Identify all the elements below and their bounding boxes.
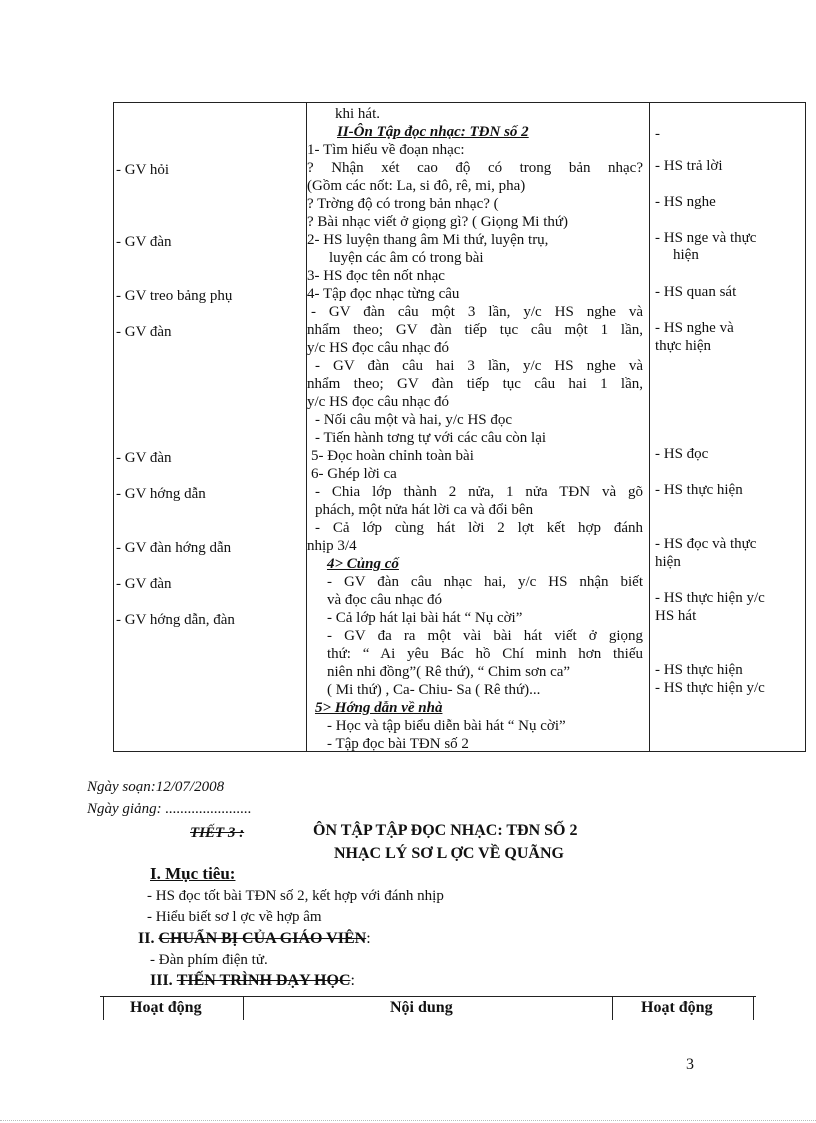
right-item: - HS thực hiện [655,662,743,678]
page-number: 3 [686,1056,694,1073]
content-line: ? Bài nhạc viết ở giọng gì? ( Giọng Mi thứ) [307,214,569,230]
left-item: - GV hỏi [116,162,170,178]
table-border [243,996,244,1020]
content-line: ( Mi thứ) , Ca- Chiu- Sa ( Rê thứ)... [327,682,541,698]
left-item: - GV đàn hớng dẫn [116,540,232,556]
page-edge [0,1120,816,1121]
content-line: 3- HS đọc tên nốt nhạc [307,268,445,284]
procedure-heading [150,972,355,990]
right-item: HS hát [655,608,697,624]
content-line: 2- HS luyện thang âm Mi thứ, luyện trụ, [307,232,549,248]
content-line: ? Nhận xét cao độ có trong bản nhạc? [307,160,643,176]
content-line: - GV đàn câu nhạc hai, y/c HS nhận biết [327,574,643,590]
section-number: III. [150,972,173,989]
left-item: - GV đàn [116,450,172,466]
left-item: - GV đàn [116,576,172,592]
content-line: - Học và tập biểu diễn bài hát “ Nụ cời” [327,718,566,734]
left-item: - GV đàn [116,234,172,250]
right-item: hiện [673,247,699,263]
objectives-heading: I. Mục tiêu: [150,864,236,883]
header-content: Nội dung [390,999,453,1016]
content-line: phách, một nửa hát lời ca và đổi bên [315,502,534,518]
right-item: - HS quan sát [655,284,737,300]
content-line: khi hát. [335,106,380,122]
content-line: 6- Ghép lời ca [311,466,397,482]
right-item: hiện [655,554,681,570]
content-line: - Cả lớp cùng hát lời 2 lợt kết hợp đánh [315,520,643,536]
right-item: - HS thực hiện y/c [655,680,765,696]
content-column [307,103,647,751]
content-line: - Tập đọc bài TĐN số 2 [327,736,469,752]
section-title: CHUẨN BỊ CỦA GIÁO VIÊN [158,930,367,947]
objective-item: - Hiểu biết sơ l ợc về hợp âm [147,909,322,925]
content-line: - GV đa ra một vài bài hát viết ở giọng [327,628,643,644]
content-line: 5- Đọc hoàn chỉnh toàn bài [311,448,474,464]
header-student-activity: Hoạt động [641,999,713,1016]
content-line: thứ: “ Ai yêu Bác hồ Chí minh hơn thiếu [327,646,643,662]
section-heading: 5> Hớng dẫn về nhà [315,700,443,716]
preparation-heading [138,930,371,948]
content-line: - Cả lớp hát lại bài hát “ Nụ cời” [327,610,523,626]
left-item: - GV treo bảng phụ [116,288,233,304]
left-item: - GV hớng dẫn, đàn [116,612,235,628]
content-line: - GV đàn câu hai 3 lần, y/c HS nghe và [315,358,643,374]
right-item: - HS nghe và [655,320,734,336]
section-colon: : [366,930,371,947]
content-line: - Nối câu một và hai, y/c HS đọc [315,412,513,428]
content-line: nhẩm theo; GV đàn tiếp tục câu hai 1 lần, [307,376,643,392]
content-line: ? Trờng độ có trong bản nhạc? ( [307,196,499,212]
content-line: (Gồm các nốt: La, si đô, rê, mi, pha) [307,178,526,194]
date-teaching: Ngày giảng: ....................... [87,801,252,817]
table-border [753,996,754,1020]
section-heading: 4> Củng cố [327,556,399,572]
content-line: nhẩm theo; GV đàn tiếp tục câu một 1 lần, [307,322,643,338]
section-number: II. [138,930,155,947]
objective-item: - HS đọc tốt bài TĐN số 2, kết hợp với đánh nhịp [147,888,444,904]
content-line: 1- Tìm hiểu về đoạn nhạc: [307,142,465,158]
right-item: - HS đọc và thực [655,536,757,552]
table-border [100,996,756,997]
section-title: TIẾN TRÌNH DẠY HỌC [176,972,351,989]
table-border [103,996,104,1020]
lesson-title: ÔN TẬP TẬP ĐỌC NHẠC: TĐN SỐ 2 [313,822,578,839]
left-item: - GV hớng dẫn [116,486,206,502]
right-item: - HS thực hiện y/c [655,590,765,606]
content-line: - GV đàn câu một 3 lần, y/c HS nghe và [311,304,643,320]
content-line: y/c HS đọc câu nhạc đó [307,340,450,356]
right-item: - HS thực hiện [655,482,743,498]
date-prepared: Ngày soạn:12/07/2008 [87,779,225,795]
content-line: luyện các âm có trong bài [329,250,484,266]
section-heading: II-Ôn Tập đọc nhạc: TĐN số 2 [337,124,529,140]
lesson-subtitle: NHẠC LÝ SƠ L ỢC VỀ QUÃNG [334,845,564,862]
lesson-table [113,102,806,752]
content-line: và đọc câu nhạc đó [327,592,442,608]
right-item: - HS nghe [655,194,716,210]
table-border [612,996,613,1020]
student-activity-column [651,103,805,751]
right-item: - HS trả lời [655,158,723,174]
left-item: - GV đàn [116,324,172,340]
right-item: - [655,126,660,142]
content-line: y/c HS đọc câu nhạc đó [307,394,450,410]
right-item: - HS đọc [655,446,709,462]
content-line: niên nhi đồng”( Rê thứ), “ Chim sơn ca” [327,664,571,680]
content-line: - Chia lớp thành 2 nửa, 1 nửa TĐN và gõ [315,484,643,500]
section-colon: : [350,972,355,989]
right-item: - HS nge và thực [655,230,757,246]
period-label: TIẾT 3 : [190,825,245,841]
content-line: 4- Tập đọc nhạc từng câu [307,286,460,302]
content-line: nhịp 3/4 [307,538,357,554]
column-divider [649,103,650,751]
header-teacher-activity: Hoạt động [130,999,202,1016]
right-item: thực hiện [655,338,712,354]
next-table-header [100,996,756,1020]
preparation-item: - Đàn phím điện tử. [150,952,268,968]
content-line: - Tiến hành tơng tự với các câu còn lại [315,430,547,446]
